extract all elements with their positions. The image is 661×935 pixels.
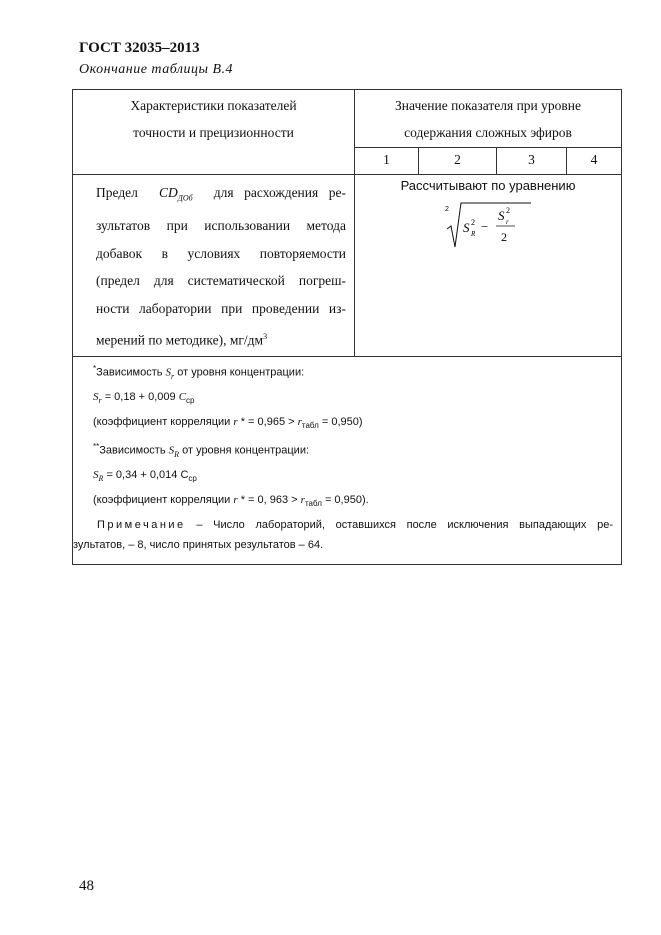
remark-line: зультатов, – 8, число принятых результатов – 64. xyxy=(73,539,324,552)
header-line: содержания сложных эфиров xyxy=(404,125,572,140)
sqrt-formula xyxy=(443,199,533,251)
notes-cell xyxy=(73,356,622,564)
term-s-small-r: S xyxy=(498,208,505,223)
remark-label: Примечание xyxy=(97,518,186,531)
page-number: 48 xyxy=(79,878,94,894)
value-cell xyxy=(355,175,622,357)
standard-code: ГОСТ 32035–2013 xyxy=(79,40,200,56)
note-line: (коэффициент корреляции r * = $0,965 > r_{табл} = 0,950$) xyxy=(93,415,363,431)
table-caption: Окончание таблицы В.4 xyxy=(79,62,234,77)
characteristic-line: ности лаборатории при проведении из- xyxy=(96,301,346,317)
level-header-3: 3 xyxy=(497,148,567,175)
note-line: $S_R = 0,34 + 0,014$ $C_{ср}$ xyxy=(93,469,197,484)
note-line: **Зависимость $S_R$ от уровня концентрации: xyxy=(93,441,310,459)
level-header-2: 2 xyxy=(419,148,497,175)
term-s-r: S xyxy=(463,220,470,235)
root-index: 2 xyxy=(445,206,449,213)
characteristic-line: добавок в условиях повторяемости xyxy=(96,245,346,261)
denominator: 2 xyxy=(501,230,508,244)
column-header-characteristics xyxy=(73,90,355,175)
term-s-small-r-sub: r xyxy=(506,218,509,226)
note-line: $S_r = 0,18 + 0,009$ $C_{ср}$ xyxy=(93,391,195,406)
term-s-small-r-sup: 2 xyxy=(506,206,511,215)
minus-sign: − xyxy=(481,219,489,234)
header-line: Характеристики показателей xyxy=(130,98,297,113)
characteristic-line: Предел $CD_{ДОб}$ для расхождения ре- xyxy=(96,185,347,203)
column-header-value xyxy=(355,90,622,148)
accuracy-table xyxy=(72,89,622,565)
remark-line: Примечание – Число лабораторий, оставшихся после исключения выпадающих ре- xyxy=(97,518,614,531)
level-header-4: 4 xyxy=(567,148,622,175)
note-line: *Зависимость $S_r$ от уровня концентрации: xyxy=(93,363,305,381)
note-line: (коэффициент корреляции r * = 0, $963 > r_{табл} = 0,950$). xyxy=(93,493,369,509)
term-s-r-sup: 2 xyxy=(471,218,476,227)
header-line: Значение показателя при уровне xyxy=(395,98,581,113)
calc-instruction: Рассчитывают по уравнению xyxy=(400,178,576,193)
characteristic-cell xyxy=(73,175,355,357)
characteristic-line: мерений по методике), $мг/дм^3$ xyxy=(96,331,268,348)
level-header-1: 1 xyxy=(355,148,419,175)
characteristic-line: (предел для систематической погреш- xyxy=(96,273,346,289)
term-s-r-sub: R xyxy=(471,230,476,238)
characteristic-line: зультатов при использовании метода xyxy=(96,218,346,234)
header-line: точности и прецизионности xyxy=(133,125,294,140)
